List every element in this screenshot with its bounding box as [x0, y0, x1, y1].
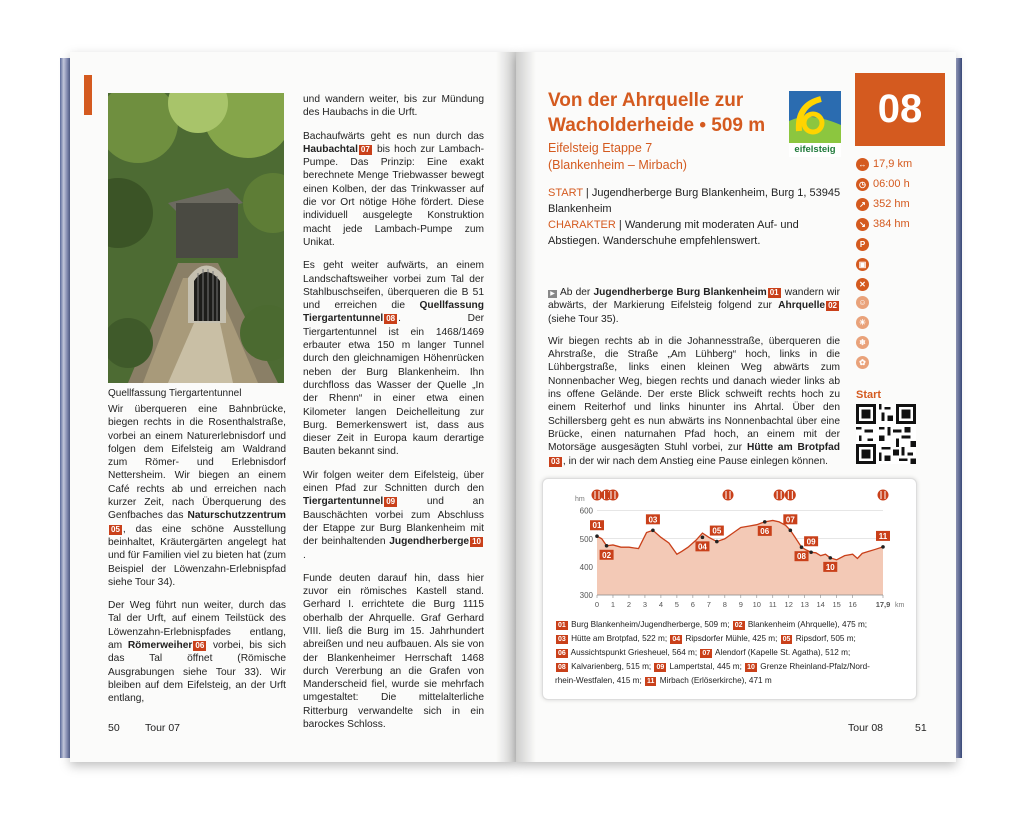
waypoint-label: 04: [697, 542, 707, 552]
left-column-2: [303, 93, 484, 741]
waypoint-number: 02: [828, 301, 837, 311]
tour-info: [548, 185, 848, 249]
waypoint-number: 09: [386, 497, 396, 507]
waypoint-dot: [701, 536, 705, 540]
waypoint-number: 06: [558, 650, 566, 657]
text: Mirbach (Erlöserkirche), 471 m: [657, 676, 772, 685]
waypoint-legend: [555, 618, 907, 688]
waypoint-dot: [763, 520, 767, 524]
waypoint-number: 10: [472, 537, 481, 547]
y-tick-label: 600: [579, 506, 593, 516]
text: Ripsdorfer Mühle, 425 m;: [683, 634, 780, 643]
text: Ripsdorf, 505 m;: [793, 634, 856, 643]
waypoint-number: 07: [702, 650, 711, 657]
legend-line: [555, 618, 907, 632]
waypoint-label: 11: [878, 531, 888, 541]
tour-description: [548, 286, 840, 477]
waypoint-label: 06: [760, 526, 770, 536]
waypoint-number: 01: [769, 288, 779, 297]
x-tick-label: 4: [658, 600, 663, 609]
waypoint-number: 04: [672, 636, 681, 643]
x-tick-label: 12: [784, 600, 793, 609]
paragraph: [303, 259, 484, 458]
text: und wandern weiter, bis zur Mündung des Haubachs in die Urft.: [303, 94, 484, 119]
start-info: START | Jugendherberge Burg Blankenheim, Burg 1, 53945 Blankenheim: [548, 187, 841, 215]
paragraph: [303, 93, 484, 120]
x-tick-label: 14: [816, 600, 825, 609]
waypoint-number: 08: [386, 314, 396, 324]
tunnel-photo: [108, 93, 284, 383]
start-text: Jugendherberge Burg Blankenheim, Burg 1, 53945 Blankenheim: [548, 187, 841, 215]
paragraph: [548, 286, 840, 326]
waypoint-dot: [789, 529, 793, 533]
restaurant-icon: ✕: [856, 278, 869, 291]
distance-icon: ↔: [856, 158, 869, 171]
parking-icon: P: [856, 238, 869, 251]
text: und an Bauschächten vorbei zum Abschluss der Etappe zur Burg Blankenheim mit der beinhaltenden: [303, 496, 484, 548]
x-tick-label: 0: [594, 600, 600, 609]
waypoint-number: 06: [195, 641, 205, 651]
waypoint-number: 03: [558, 636, 566, 643]
paragraph-text: [548, 287, 840, 325]
x-tick-label: 2: [626, 600, 632, 609]
waypoint-label: 03: [648, 515, 658, 525]
x-tick-label: 3: [642, 600, 648, 609]
text: Alendorf (Kapelle St. Agatha), 512 m;: [713, 648, 851, 657]
waypoint-label: 07: [785, 515, 795, 525]
text: rhein-Westfalen, 415 m;: [555, 676, 645, 685]
stat-distance: [856, 154, 946, 174]
stat-value: 06:00 h: [873, 178, 910, 190]
footer-tour-label-left: Tour 07: [145, 722, 181, 734]
paragraph: [303, 572, 484, 732]
waypoint-dot: [651, 529, 655, 533]
bold-text: Quellfassung Tiergartentunnel: [303, 300, 484, 325]
stat-value: 384 hm: [873, 218, 910, 230]
x-tick-label: 15: [832, 600, 841, 609]
legend-line: [555, 632, 907, 646]
tour-number: 08: [855, 73, 945, 146]
waypoint-dot: [595, 534, 599, 538]
text: Es geht weiter aufwärts, an einem Landschaftsweiher vorbei zum Tal der Stahlbuschseifen, überqueren die B 51 und erreichen die: [303, 260, 484, 312]
waypoint-number: 05: [111, 524, 120, 534]
elevation-profile: [542, 478, 917, 700]
ascent-icon: ↗: [856, 198, 869, 211]
waypoint-number: 10: [747, 664, 755, 671]
text: Kalvarienberg, 515 m;: [568, 662, 654, 671]
clock-icon: ◷: [856, 178, 869, 191]
x-tick-label: 10: [752, 600, 761, 609]
text: wandern wir abwärts, der Markierung Eifelsteig folgend zur: [548, 287, 840, 312]
tour-stats: [856, 154, 946, 234]
y-axis-unit: hm: [575, 496, 585, 503]
eifelsteig-logo: [789, 91, 841, 157]
text: Ab der: [560, 287, 594, 298]
waypoint-label: 10: [825, 562, 835, 572]
text: (siehe Tour 35).: [548, 313, 619, 325]
y-tick-label: 500: [579, 534, 593, 544]
x-tick-label: 11: [768, 600, 777, 609]
text: Blankenheim (Ahrquelle), 475 m;: [745, 620, 868, 629]
paragraph: [303, 469, 484, 562]
text: Hütte am Brotpfad, 522 m;: [568, 634, 670, 643]
restaurant-marker-icon: [785, 490, 796, 501]
x-tick-label: 17,9: [875, 600, 891, 609]
waypoint-number: 05: [782, 636, 791, 643]
bold-text: Naturschutzzentrum: [187, 510, 286, 522]
text: Funde deuten darauf hin, dass hier zuvor ein römisches Kastell stand. Gerhard I. errichtete die Burg 1115 oberhalb der Ahrquelle. Graf Gerhard VIII. ließ die Burg im 15. Jahrhundert abreißen und neu aufbauen. Als sie von der Blankenheimer Herrschaft 1468 durch Vererbung an die Grafen von Manderscheid fiel, wurde sie mehrfach umgestaltet: Die mittelalterliche Ritterburg verwandelte sich in ein barockes Schloss.: [303, 572, 484, 731]
text: vorbei, bis sich das Tal öffnet (Römische Ausgrabungen siehe Tour 33). Wir bleiben auf dem Eifelsteig, an der Urft entlang,: [108, 640, 286, 705]
waypoint-dot: [809, 550, 813, 554]
text: Grenze Rheinland-Pfalz/Nord-: [757, 662, 870, 671]
waypoint-number: 07: [360, 144, 370, 154]
stat-descent: [856, 214, 946, 234]
x-tick-label: 5: [674, 600, 679, 609]
sun-icon: ☀: [856, 316, 869, 329]
waypoint-dot: [715, 540, 719, 544]
waypoint-label: 09: [806, 537, 816, 547]
x-tick-label: 8: [722, 600, 727, 609]
waypoint-dot: [881, 545, 885, 549]
photo-caption: Quellfassung Tiergartentunnel: [108, 388, 242, 399]
flower-icon: ✿: [856, 356, 869, 369]
y-tick-label: 400: [579, 562, 593, 572]
logo-text: eifelsteig: [794, 144, 836, 155]
child-icon: ☺: [856, 296, 869, 309]
waypoint-number: 11: [647, 678, 655, 685]
restaurant-marker-icon: [592, 490, 603, 501]
bold-text: Römerweiher: [127, 640, 193, 652]
page-number-right: 51: [915, 722, 927, 734]
page-number-left: 50: [108, 722, 120, 734]
subtitle-line-2: (Blankenheim – Mirbach): [548, 158, 687, 172]
waypoint-dot: [605, 544, 609, 548]
charakter-label: CHARAKTER: [548, 219, 616, 231]
waypoint-number: 02: [734, 622, 743, 629]
charakter-text: Wanderung mit moderaten Auf- und Abstiegen. Wanderschuhe empfehlenswert.: [548, 219, 799, 247]
text: , das eine schöne Ausstellung beinhaltet, Kräutergärten angelegt hat und für Familien viel zu bieten hat (zum Beispiel der Löwenzahn-Erlebnispfad siehe Tour 34).: [108, 523, 286, 588]
x-tick-label: 6: [690, 600, 695, 609]
paragraph: [548, 335, 840, 468]
stat-value: 17,9 km: [873, 158, 913, 170]
text: Wir überqueren eine Bahnbrücke, biegen rechts in die Rosenthalstraße, vorbei an einem Naturerlebnisdorf und folgen dem Eifelsteig am Waldrand zum Römer- und Erlebnisdorf Nettersheim. Wir biegen an einem Café rechts ab und erreichen nach kurzer Zeit, nach Überquerung des Genfbaches das: [108, 404, 286, 522]
descent-icon: ↘: [856, 218, 869, 231]
restaurant-marker-icon: [774, 490, 785, 501]
elevation-chart: [543, 483, 916, 618]
footer-tour-label-right: Tour 08: [848, 722, 884, 734]
restaurant-marker-icon: [723, 490, 734, 501]
text: Wir biegen rechts ab in die Johannesstraße, überqueren die Ahrstraße, die Straße „Am Lühberg“ hoch, links in die Lühbergstraße, links einen kleinen Weg abwärts zum Nonnenbacher Weg, biegen rechts und danach wieder links ab ins offene Gelände. Der erste Blick schweift rechts hoch zu einem Reiterhof und links hinunter ins Ahrtal. Über den Schillersberg geht es nun abwärts ins Nonnenbachtal über eine Brücke, einen naturnahen Pfad hoch, an einem mit der Motorsäge ausgesägten Stuhl vorbei, zur: [548, 335, 840, 454]
bus-icon: ▣: [856, 258, 869, 271]
charakter-info: CHARAKTER | Wanderung mit moderaten Auf- und Abstiegen. Wanderschuhe empfehlenswert.: [548, 219, 799, 247]
subtitle-line-1: Eifelsteig Etappe 7: [548, 141, 653, 155]
bold-text: Haubachtal: [303, 143, 358, 155]
text: Aussichtspunkt Griesheuel, 564 m;: [568, 648, 700, 657]
restaurant-marker-icon: [878, 490, 889, 501]
text: Wir folgen weiter dem Eifelsteig, über einen Pfad zur Schnitten durch den: [303, 469, 484, 495]
paragraph: [303, 130, 484, 250]
left-column-1: [108, 403, 286, 716]
x-tick-label: 9: [738, 600, 743, 609]
waypoint-label: 02: [602, 550, 612, 560]
y-tick-label: 300: [579, 591, 593, 600]
qr-start-label: Start: [856, 389, 882, 401]
x-axis-unit: km: [895, 602, 905, 609]
waypoint-label: 08: [797, 552, 806, 562]
text: bis hoch zur Lambach-Pumpe. Das Prinzip: Eine exakt berechnete Menge Triebwasser bewegt einen Kolben, der das Trinkwasser auf die vor Ort nötige Höhe fördert. Diese individuell ausgelegte Konstruktion macht jede Lambach-Pumpe zum Unikat.: [303, 143, 484, 248]
text: Burg Blankenheim/Jugendherberge, 509 m;: [568, 620, 732, 629]
waypoint-dot: [828, 556, 832, 560]
chapter-tab: [84, 75, 92, 115]
x-tick-label: 13: [800, 600, 809, 609]
stat-ascent: [856, 194, 946, 214]
x-tick-label: 16: [848, 600, 857, 609]
bold-text: Jugendherberge Burg Blankenheim: [593, 287, 767, 298]
legend-line: [555, 660, 907, 674]
stat-duration: [856, 174, 946, 194]
title-line-1: Von der Ahrquelle zur: [548, 90, 744, 111]
waypoint-number: 09: [656, 664, 665, 671]
waypoint-number: 01: [558, 622, 566, 629]
waypoint-number: 08: [558, 664, 566, 671]
bold-text: Ahrquelle: [778, 300, 826, 312]
text: .: [303, 549, 306, 561]
play-icon: ▶: [548, 290, 557, 298]
bold-text: Tiergartentunnel: [303, 496, 384, 508]
paragraph: [108, 599, 286, 705]
legend-line: [555, 646, 907, 660]
text: Bachaufwärts geht es nun durch das: [303, 130, 484, 142]
tour-subtitle: [548, 140, 687, 174]
text: Der Weg führt nun weiter, durch das Tal der Urft, auf einem Teilstück des Löwenzahn-Erlebnispfades entlang, am: [108, 600, 286, 652]
waypoint-label: 05: [712, 526, 722, 536]
text: Lampertstal, 445 m;: [667, 662, 745, 671]
stat-value: 352 hm: [873, 198, 910, 210]
text: , in der wir nach dem Anstieg eine Pause einlegen können.: [562, 455, 828, 467]
waypoint-number: 03: [551, 456, 560, 466]
tour-title: [548, 88, 788, 138]
x-tick-label: 1: [610, 600, 616, 609]
paragraph: [108, 403, 286, 589]
waypoint-dot: [800, 545, 804, 549]
x-tick-label: 7: [706, 600, 711, 609]
bold-text: Hütte am Brotpfad: [746, 442, 840, 454]
qr-code: [856, 404, 916, 464]
restaurant-marker-icon: [607, 490, 618, 501]
text: . Der Tiergartentunnel ist ein 1468/1469 erbauter etwa 150 m langer Tunnel durch den gleichnamigen Höhenrücken neben der Burg Blankenheim. Ihn durchfloss das Wasser der Quelle „In der Rhenn“ in einer etwa einen Kilometer langen Deichelleitung zur Burg. Bemerkenswert ist, dass aus dieser Zeit in Europa kaum derartige Bauten bekannt sind.: [303, 313, 484, 458]
waypoint-label: 01: [592, 521, 602, 531]
snowflake-icon: ❄: [856, 336, 869, 349]
title-line-2: Wacholderheide • 509 m: [548, 115, 766, 136]
legend-line: [555, 674, 907, 688]
bold-text: Jugendherberge: [389, 536, 470, 548]
start-label: START: [548, 187, 583, 199]
